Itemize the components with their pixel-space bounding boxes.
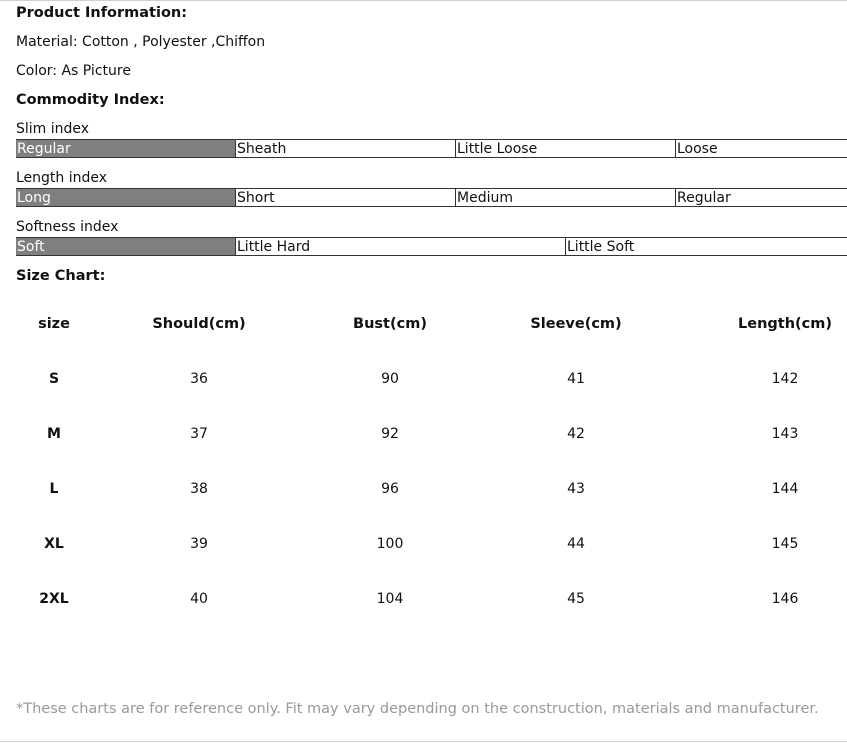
length-index-label: Length index [16, 170, 108, 186]
length-index-bar [16, 188, 847, 207]
table-cell-sleeve: 41 [567, 371, 585, 387]
column-header-shoulder: Should(cm) [152, 316, 246, 332]
table-cell-length: 143 [771, 426, 799, 442]
table-cell-bust: 96 [381, 481, 399, 497]
table-cell-shoulder: 37 [190, 426, 208, 442]
table-cell-length: 144 [771, 481, 799, 497]
commodity-index-heading: Commodity Index: [16, 92, 165, 108]
length-index-option-long: Long [16, 189, 235, 206]
length-index-option-medium: Medium [455, 189, 675, 206]
table-cell-shoulder: 39 [190, 536, 208, 552]
length-index-option-regular: Regular [675, 189, 847, 206]
table-cell-size: M [47, 426, 61, 442]
table-cell-length: 145 [771, 536, 799, 552]
slim-index-bar [16, 139, 847, 158]
table-cell-sleeve: 42 [567, 426, 585, 442]
column-header-size: size [38, 316, 70, 332]
softness-index-bar [16, 237, 847, 256]
top-divider [0, 0, 847, 1]
softness-index-option-little-soft: Little Soft [565, 238, 847, 255]
table-cell-size: S [48, 371, 60, 387]
table-cell-sleeve: 44 [567, 536, 585, 552]
column-header-sleeve: Sleeve(cm) [530, 316, 622, 332]
table-cell-sleeve: 45 [567, 591, 585, 607]
bottom-divider [0, 741, 847, 742]
table-cell-bust: 90 [381, 371, 399, 387]
softness-index-option-soft: Soft [16, 238, 235, 255]
length-index-option-short: Short [235, 189, 455, 206]
column-header-bust: Bust(cm) [353, 316, 427, 332]
size-chart-heading: Size Chart: [16, 268, 106, 284]
table-cell-bust: 100 [376, 536, 404, 552]
reference-footnote: *These charts are for reference only. Fit may vary depending on the construction, materials and manufacturer. [16, 701, 819, 717]
slim-index-label: Slim index [16, 121, 90, 137]
color-text: Color: As Picture [16, 63, 131, 79]
slim-index-option-sheath: Sheath [235, 140, 455, 157]
slim-index-option-loose: Loose [675, 140, 847, 157]
slim-index-option-regular: Regular [16, 140, 235, 157]
softness-index-label: Softness index [16, 219, 119, 235]
table-cell-bust: 104 [376, 591, 404, 607]
table-cell-sleeve: 43 [567, 481, 585, 497]
table-cell-shoulder: 36 [190, 371, 208, 387]
table-cell-size: XL [44, 536, 64, 552]
table-cell-length: 146 [771, 591, 799, 607]
table-cell-bust: 92 [381, 426, 399, 442]
softness-index-option-little-hard: Little Hard [235, 238, 565, 255]
slim-index-option-little-loose: Little Loose [455, 140, 675, 157]
product-info-heading: Product Information: [16, 5, 188, 21]
material-text: Material: Cotton , Polyester ,Chiffon [16, 34, 266, 50]
table-cell-length: 142 [771, 371, 799, 387]
table-cell-size: 2XL [39, 591, 69, 607]
column-header-length: Length(cm) [738, 316, 832, 332]
table-cell-size: L [49, 481, 59, 497]
table-cell-shoulder: 38 [190, 481, 208, 497]
table-cell-shoulder: 40 [190, 591, 208, 607]
